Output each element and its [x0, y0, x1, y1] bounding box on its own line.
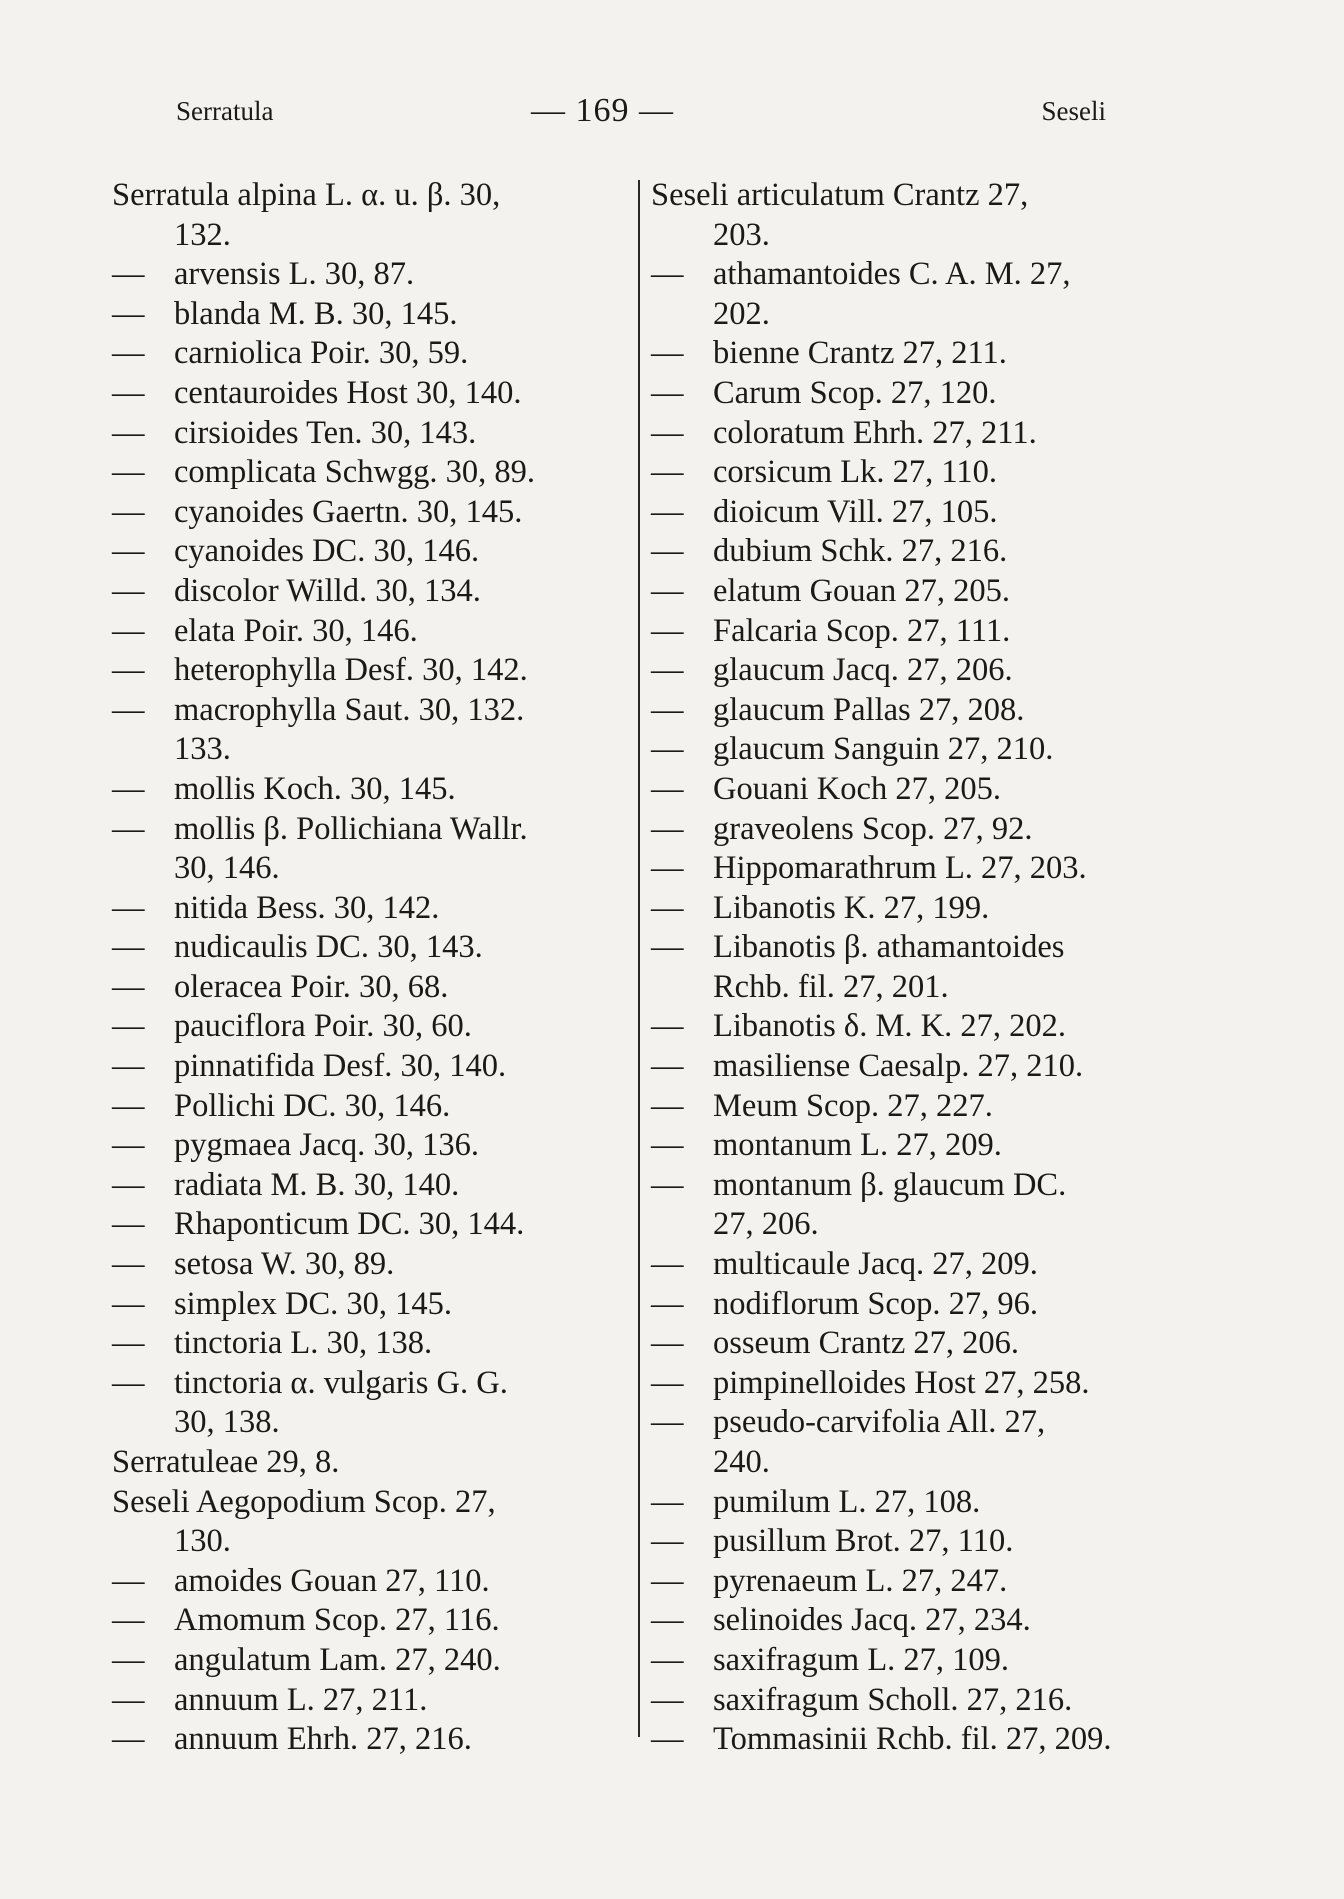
index-entry [112, 453, 632, 493]
index-entry [651, 1364, 1171, 1404]
index-entry [651, 849, 1171, 889]
ditto-dash: — [112, 612, 145, 649]
page-number: — 169 — [531, 92, 674, 129]
entry-text: Gouani Koch 27, 205. [713, 770, 1001, 807]
ditto-dash: — [112, 652, 145, 689]
index-entry [651, 1522, 1171, 1562]
ditto-dash: — [112, 1364, 145, 1401]
entry-text: nodiflorum Scop. 27, 96. [713, 1285, 1038, 1322]
index-entry [651, 1126, 1171, 1166]
index-entry [112, 374, 632, 414]
ditto-dash: — [651, 770, 684, 807]
index-entry [112, 968, 632, 1008]
ditto-dash: — [651, 374, 684, 411]
entry-text: pimpinelloides Host 27, 258. [713, 1364, 1090, 1401]
ditto-dash: — [112, 1285, 145, 1322]
entry-text: cyanoides Gaertn. 30, 145. [174, 493, 523, 530]
ditto-dash: — [651, 454, 684, 491]
index-entry [112, 414, 632, 454]
index-entry [112, 295, 632, 335]
index-entry [651, 1562, 1171, 1602]
entry-text: selinoides Jacq. 27, 234. [713, 1602, 1031, 1639]
index-entry [651, 1285, 1171, 1325]
entry-text: simplex DC. 30, 145. [174, 1285, 453, 1322]
index-entry-continuation [651, 1443, 1171, 1483]
ditto-dash: — [651, 889, 684, 926]
entry-text: dubium Schk. 27, 216. [713, 533, 1008, 570]
entry-text: amoides Gouan 27, 110. [174, 1562, 490, 1599]
ditto-dash: — [112, 335, 145, 372]
index-entry [112, 1364, 632, 1404]
entry-text: mollis Koch. 30, 145. [174, 770, 456, 807]
entry-text: pumilum L. 27, 108. [713, 1483, 981, 1520]
entry-text: masiliense Caesalp. 27, 210. [713, 1048, 1084, 1085]
entry-text: carniolica Poir. 30, 59. [174, 335, 469, 372]
entry-text: coloratum Ehrh. 27, 211. [713, 414, 1037, 451]
entry-text: Serratula alpina L. α. u. β. 30, [112, 177, 501, 213]
index-entry [112, 928, 632, 968]
entry-text: graveolens Scop. 27, 92. [713, 810, 1033, 847]
entry-text: nudicaulis DC. 30, 143. [174, 929, 483, 966]
index-entry [112, 1324, 632, 1364]
entry-text: glaucum Pallas 27, 208. [713, 691, 1025, 728]
entry-text: Libanotis δ. M. K. 27, 202. [713, 1008, 1066, 1045]
entry-text: osseum Crantz 27, 206. [713, 1325, 1020, 1362]
index-entry [112, 255, 632, 295]
entry-text: glaucum Sanguin 27, 210. [713, 731, 1054, 768]
index-entry [651, 889, 1171, 929]
index-entry [112, 651, 632, 691]
ditto-dash: — [651, 493, 684, 530]
entry-text: Rhaponticum DC. 30, 144. [174, 1206, 525, 1243]
ditto-dash: — [112, 256, 145, 293]
entry-text: pyrenaeum L. 27, 247. [713, 1562, 1008, 1599]
ditto-dash: — [651, 1246, 684, 1283]
index-entry [112, 1126, 632, 1166]
entry-text: athamantoides C. A. M. 27, [713, 256, 1071, 293]
ditto-dash: — [112, 810, 145, 847]
index-entry [651, 374, 1171, 414]
entry-text: macrophylla Saut. 30, 132. [174, 691, 525, 728]
ditto-dash: — [112, 770, 145, 807]
entry-text: cirsioides Ten. 30, 143. [174, 414, 477, 451]
index-entry [651, 810, 1171, 850]
ditto-dash: — [651, 1008, 684, 1045]
entry-text: complicata Schwgg. 30, 89. [174, 454, 536, 491]
index-entry [112, 612, 632, 652]
index-entry [651, 691, 1171, 731]
index-column-left [112, 176, 632, 1760]
index-entry [112, 1047, 632, 1087]
ditto-dash: — [651, 612, 684, 649]
entry-text: tinctoria α. vulgaris G. G. [174, 1364, 508, 1401]
ditto-dash: — [112, 374, 145, 411]
ditto-dash: — [112, 1602, 145, 1639]
index-entry [651, 1681, 1171, 1721]
ditto-dash: — [651, 1641, 684, 1678]
index-entry [112, 1601, 632, 1641]
index-entry-continuation [651, 1205, 1171, 1245]
ditto-dash: — [112, 1681, 145, 1718]
ditto-dash: — [651, 1087, 684, 1124]
ditto-dash: — [651, 1325, 684, 1362]
index-entry [112, 770, 632, 810]
ditto-dash: — [651, 691, 684, 728]
ditto-dash: — [651, 414, 684, 451]
index-entry [651, 1245, 1171, 1285]
ditto-dash: — [112, 1048, 145, 1085]
index-entry [651, 176, 1171, 216]
entry-text: Amomum Scop. 27, 116. [174, 1602, 500, 1639]
ditto-dash: — [112, 493, 145, 530]
entry-text: elata Poir. 30, 146. [174, 612, 418, 649]
entry-text: 202. [713, 295, 770, 332]
index-entry [651, 1483, 1171, 1523]
entry-text: glaucum Jacq. 27, 206. [713, 652, 1013, 689]
entry-text: mollis β. Pollichiana Wallr. [174, 810, 528, 847]
ditto-dash: — [651, 533, 684, 570]
entry-text: 240. [713, 1444, 770, 1480]
running-head-left: Serratula [176, 96, 274, 126]
entry-text: Serratuleae 29, 8. [112, 1444, 340, 1480]
entry-text: Rchb. fil. 27, 201. [713, 968, 949, 1005]
index-entry [651, 1166, 1171, 1206]
entry-text: Falcaria Scop. 27, 111. [713, 612, 1011, 649]
running-head-right: Seseli [1041, 96, 1106, 126]
ditto-dash: — [651, 335, 684, 372]
ditto-dash: — [651, 256, 684, 293]
index-entry [651, 1601, 1171, 1641]
ditto-dash: — [651, 1523, 684, 1560]
index-entry [112, 1681, 632, 1721]
index-entry [651, 1403, 1171, 1443]
index-entry [651, 255, 1171, 295]
ditto-dash: — [112, 1246, 145, 1283]
ditto-dash: — [651, 1048, 684, 1085]
ditto-dash: — [112, 454, 145, 491]
ditto-dash: — [651, 810, 684, 847]
ditto-dash: — [651, 850, 684, 887]
ditto-dash: — [651, 929, 684, 966]
ditto-dash: — [112, 691, 145, 728]
entry-text: corsicum Lk. 27, 110. [713, 454, 998, 491]
entry-text: multicaule Jacq. 27, 209. [713, 1246, 1038, 1283]
ditto-dash: — [651, 1404, 684, 1441]
entry-text: blanda M. B. 30, 145. [174, 295, 458, 332]
index-entry [112, 176, 632, 216]
entry-text: oleracea Poir. 30, 68. [174, 968, 449, 1005]
index-entry [112, 493, 632, 533]
entry-text: heterophylla Desf. 30, 142. [174, 652, 528, 689]
index-entry [651, 572, 1171, 612]
ditto-dash: — [112, 1641, 145, 1678]
ditto-dash: — [112, 414, 145, 451]
index-entry [112, 691, 632, 731]
entry-text: saxifragum Scholl. 27, 216. [713, 1681, 1073, 1718]
entry-text: pseudo-carvifolia All. 27, [713, 1404, 1046, 1441]
entry-text: 133. [174, 731, 231, 768]
index-entry [651, 334, 1171, 374]
ditto-dash: — [651, 1681, 684, 1718]
index-entry [651, 651, 1171, 691]
ditto-dash: — [112, 1721, 145, 1758]
index-entry [651, 493, 1171, 533]
index-entry [112, 1443, 632, 1483]
entry-text: arvensis L. 30, 87. [174, 256, 415, 293]
ditto-dash: — [651, 1721, 684, 1758]
entry-text: 30, 138. [174, 1404, 280, 1441]
ditto-dash: — [112, 1206, 145, 1243]
entry-text: 203. [713, 216, 770, 253]
entry-text: tinctoria L. 30, 138. [174, 1325, 433, 1362]
index-entry [651, 1007, 1171, 1047]
ditto-dash: — [112, 1166, 145, 1203]
ditto-dash: — [112, 533, 145, 570]
index-entry [651, 1047, 1171, 1087]
index-column-right [651, 176, 1171, 1760]
entry-text: setosa W. 30, 89. [174, 1246, 395, 1283]
entry-text: radiata M. B. 30, 140. [174, 1166, 460, 1203]
entry-text: Pollichi DC. 30, 146. [174, 1087, 451, 1124]
ditto-dash: — [651, 1285, 684, 1322]
index-entry [112, 532, 632, 572]
page-header [176, 92, 1106, 136]
column-divider [638, 180, 640, 1737]
ditto-dash: — [112, 1087, 145, 1124]
entry-text: 132. [174, 216, 231, 253]
entry-text: cyanoides DC. 30, 146. [174, 533, 480, 570]
entry-text: discolor Willd. 30, 134. [174, 572, 481, 609]
index-entry [112, 1245, 632, 1285]
entry-text: Meum Scop. 27, 227. [713, 1087, 993, 1124]
entry-text: Seseli Aegopodium Scop. 27, [112, 1483, 496, 1520]
index-entry [651, 1324, 1171, 1364]
index-entry [112, 1285, 632, 1325]
ditto-dash: — [112, 295, 145, 332]
ditto-dash: — [112, 572, 145, 609]
entry-text: Carum Scop. 27, 120. [713, 374, 997, 411]
index-entry [112, 1007, 632, 1047]
ditto-dash: — [651, 572, 684, 609]
index-entry [112, 334, 632, 374]
index-entry [651, 770, 1171, 810]
ditto-dash: — [651, 1364, 684, 1401]
ditto-dash: — [651, 731, 684, 768]
entry-text: pygmaea Jacq. 30, 136. [174, 1127, 480, 1164]
index-entry-continuation [112, 216, 632, 256]
index-entry [651, 532, 1171, 572]
index-entry [112, 572, 632, 612]
index-entry-continuation [112, 1522, 632, 1562]
entry-text: Libanotis β. athamantoides [713, 929, 1065, 966]
entry-text: 27, 206. [713, 1206, 819, 1243]
index-entry-continuation [651, 216, 1171, 256]
entry-text: Tommasinii Rchb. fil. 27, 209. [713, 1721, 1112, 1758]
index-entry [112, 1087, 632, 1127]
entry-text: Hippomarathrum L. 27, 203. [713, 850, 1087, 887]
ditto-dash: — [112, 1127, 145, 1164]
entry-text: annuum Ehrh. 27, 216. [174, 1721, 472, 1758]
entry-text: Libanotis K. 27, 199. [713, 889, 990, 926]
entry-text: elatum Gouan 27, 205. [713, 572, 1010, 609]
entry-text: nitida Bess. 30, 142. [174, 889, 440, 926]
entry-text: saxifragum L. 27, 109. [713, 1641, 1010, 1678]
index-entry [112, 1720, 632, 1760]
ditto-dash: — [651, 1602, 684, 1639]
index-entry-continuation [651, 968, 1171, 1008]
ditto-dash: — [651, 1166, 684, 1203]
entry-text: bienne Crantz 27, 211. [713, 335, 1007, 372]
index-entry-continuation [112, 849, 632, 889]
ditto-dash: — [112, 1325, 145, 1362]
entry-text: montanum L. 27, 209. [713, 1127, 1002, 1164]
index-entry [651, 612, 1171, 652]
index-entry [651, 1720, 1171, 1760]
entry-text: montanum β. glaucum DC. [713, 1166, 1067, 1203]
ditto-dash: — [651, 652, 684, 689]
ditto-dash: — [651, 1562, 684, 1599]
index-entry [651, 1087, 1171, 1127]
index-entry [112, 889, 632, 929]
entry-text: annuum L. 27, 211. [174, 1681, 428, 1718]
index-entry [112, 1205, 632, 1245]
index-entry [651, 928, 1171, 968]
index-entry-continuation [112, 730, 632, 770]
index-entry [112, 1562, 632, 1602]
entry-text: 130. [174, 1523, 231, 1560]
ditto-dash: — [112, 1008, 145, 1045]
entry-text: dioicum Vill. 27, 105. [713, 493, 998, 530]
index-entry [651, 414, 1171, 454]
entry-text: centauroides Host 30, 140. [174, 374, 522, 411]
index-entry [112, 810, 632, 850]
entry-text: 30, 146. [174, 850, 280, 887]
ditto-dash: — [651, 1127, 684, 1164]
ditto-dash: — [651, 1483, 684, 1520]
index-entry-continuation [112, 1403, 632, 1443]
entry-text: angulatum Lam. 27, 240. [174, 1641, 501, 1678]
ditto-dash: — [112, 889, 145, 926]
index-entry [112, 1166, 632, 1206]
ditto-dash: — [112, 968, 145, 1005]
index-entry [651, 730, 1171, 770]
index-entry-continuation [651, 295, 1171, 335]
entry-text: pinnatifida Desf. 30, 140. [174, 1048, 507, 1085]
ditto-dash: — [112, 929, 145, 966]
index-entry [112, 1483, 632, 1523]
index-entry [651, 1641, 1171, 1681]
entry-text: Seseli articulatum Crantz 27, [651, 177, 1029, 213]
index-entry [651, 453, 1171, 493]
ditto-dash: — [112, 1562, 145, 1599]
entry-text: pusillum Brot. 27, 110. [713, 1523, 1014, 1560]
entry-text: pauciflora Poir. 30, 60. [174, 1008, 472, 1045]
index-entry [112, 1641, 632, 1681]
